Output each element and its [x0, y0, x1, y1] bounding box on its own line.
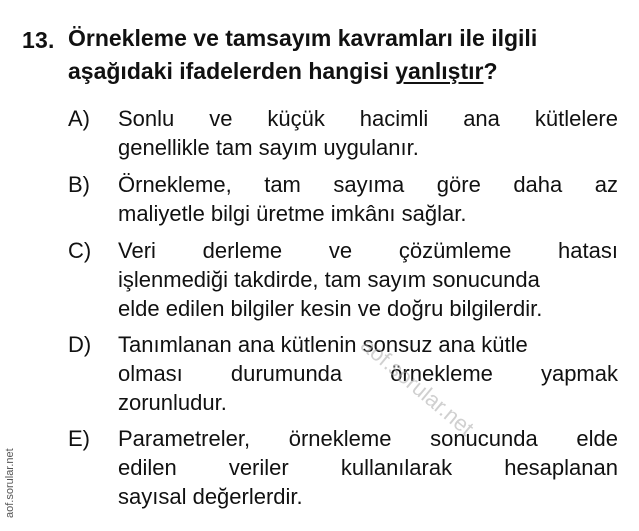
option-letter: D): [68, 332, 92, 357]
option-letter: B): [68, 172, 90, 197]
option-letter: C): [68, 238, 92, 263]
option-text-line: Parametreler, örnekleme sonucunda elde: [118, 426, 618, 451]
question-number: 13.: [22, 27, 55, 53]
option-text: [118, 104, 618, 162]
option-text-line: zorunludur.: [118, 390, 227, 415]
option-text-line: elde edilen bilgiler kesin ve doğru bilgilerdir.: [118, 296, 543, 321]
option-text: [118, 236, 618, 323]
option-text: [118, 170, 618, 228]
option-text-line: genellikle tam sayım uygulanır.: [118, 135, 419, 160]
option-text-line: Veri derleme ve çözümleme hatası: [118, 238, 618, 263]
question-stem-line-2: [68, 55, 620, 88]
option-text-line: Sonlu ve küçük hacimli ana kütlelere: [118, 106, 618, 131]
question-stem-line-1: Örnekleme ve tamsayım kavramları ile ilgili: [68, 25, 538, 51]
question-stem-emphasis: yanlıştır: [395, 58, 484, 84]
option-text-line: edilen veriler kullanılarak hesaplanan: [118, 455, 618, 480]
question-stem: [68, 22, 620, 88]
question-stem-suffix: ?: [483, 58, 498, 84]
option-text: [118, 424, 618, 511]
option-text-line: sayısal değerlerdir.: [118, 484, 303, 509]
watermark-side: aof.sorular.net: [4, 448, 16, 518]
option-text-line: Örnekleme, tam sayıma göre daha az: [118, 172, 618, 197]
option-text-line: olması durumunda örnekleme yapmak: [118, 361, 618, 386]
option-text-line: Tanımlanan ana kütlenin sonsuz ana kütle: [118, 332, 528, 357]
option-text-line: işlenmediği takdirde, tam sayım sonucunda: [118, 267, 540, 292]
option-text-line: maliyetle bilgi üretme imkânı sağlar.: [118, 201, 467, 226]
question-stem-prefix: aşağıdaki ifadelerden hangisi: [68, 58, 396, 84]
option-letter: A): [68, 106, 90, 131]
option-letter: E): [68, 426, 90, 451]
watermark-diagonal: aof.sorular.net: [355, 332, 479, 441]
